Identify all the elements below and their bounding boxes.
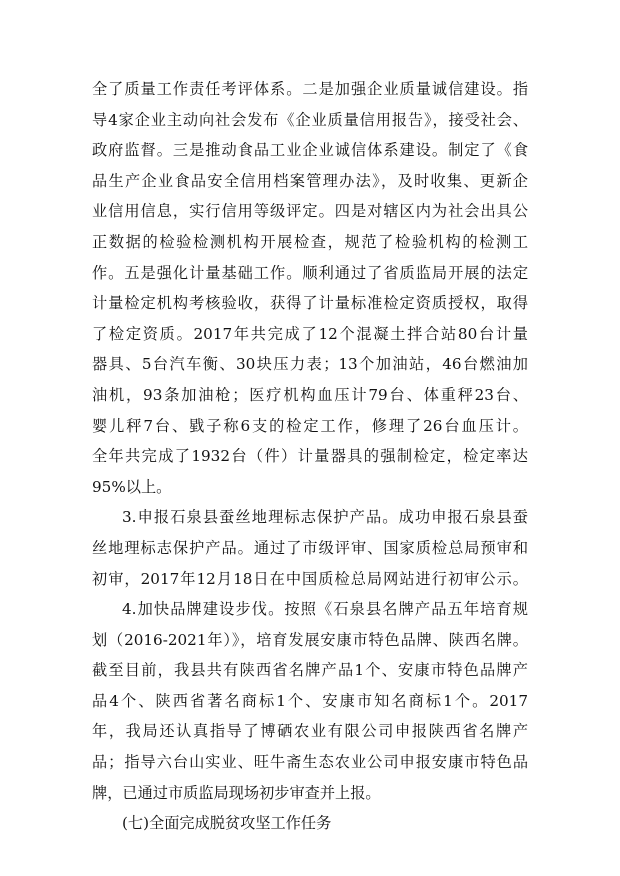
text-line: 丝地理标志保护产品。通过了市级评审、国家质检总局预审和	[92, 538, 528, 557]
text-line: 品；指导六台山实业、旺牛斋生态农业公司申报安康市特色品	[92, 753, 528, 772]
text-line: 作。五是强化计量基础工作。顺利通过了省质监局开展的法定	[92, 263, 528, 282]
text-line: 导4家企业主动向社会发布《企业质量信用报告》，接受社会、	[92, 110, 528, 129]
text-line: 器具、5台汽车衡、30块压力表；13个加油站，46台燃油加	[92, 355, 528, 374]
section-heading: (七)全面完成脱贫攻坚工作任务	[122, 814, 332, 833]
text-line: 正数据的检验检测机构开展检查，规范了检验机构的检测工	[92, 232, 528, 251]
text-line: 年，我局还认真指导了博硒农业有限公司申报陕西省名牌产	[92, 722, 528, 741]
text-line: 4.加快品牌建设步伐。按照《石泉县名牌产品五年培育规	[122, 600, 528, 619]
text-line: 初审，2017年12月18日在中国质检总局网站进行初审公示。	[92, 569, 528, 588]
text-line: 品生产企业食品安全信用档案管理办法》，及时收集、更新企	[92, 171, 528, 190]
text-line: 牌，已通过市质监局现场初步审查并上报。	[92, 783, 381, 802]
paragraph-brand-building	[92, 594, 528, 808]
text-line: 业信用信息，实行信用等级评定。四是对辖区内为社会出具公	[92, 202, 528, 221]
text-line: 全了质量工作责任考评体系。二是加强企业质量诚信建设。指	[92, 80, 528, 98]
text-line: 划（2016-2021年）》，培育发展安康市特色品牌、陕西名牌。	[92, 630, 528, 649]
text-line: 婴儿秤7台、戥子称6支的检定工作，修理了26台血压计。	[92, 416, 528, 435]
text-line: 3.申报石泉县蚕丝地理标志保护产品。成功申报石泉县蚕	[122, 508, 528, 527]
text-line: 政府监督。三是推动食品工业企业诚信体系建设。制定了《食	[92, 141, 528, 160]
text-line: 95%以上。	[92, 477, 172, 496]
text-line: 了检定资质。2017年共完成了12个混凝土拌合站80台计量	[92, 324, 528, 343]
text-line: 全年共完成了1932台（件）计量器具的强制检定，检定率达	[92, 447, 528, 466]
paragraph-silk-geographic-indication	[92, 502, 528, 594]
document-body	[92, 74, 528, 839]
text-line: 截至目前，我县共有陕西省名牌产品1个、安康市特色品牌产	[92, 661, 528, 680]
text-line: 油机，93条加油枪；医疗机构血压计79台、体重秤23台、	[92, 385, 528, 404]
text-line: 计量检定机构考核验收，获得了计量标准检定资质授权，取得	[92, 294, 528, 313]
text-line: 品4个、陕西省著名商标1个、安康市知名商标1个。2017	[92, 691, 528, 710]
paragraph-quality-credit	[92, 74, 528, 502]
